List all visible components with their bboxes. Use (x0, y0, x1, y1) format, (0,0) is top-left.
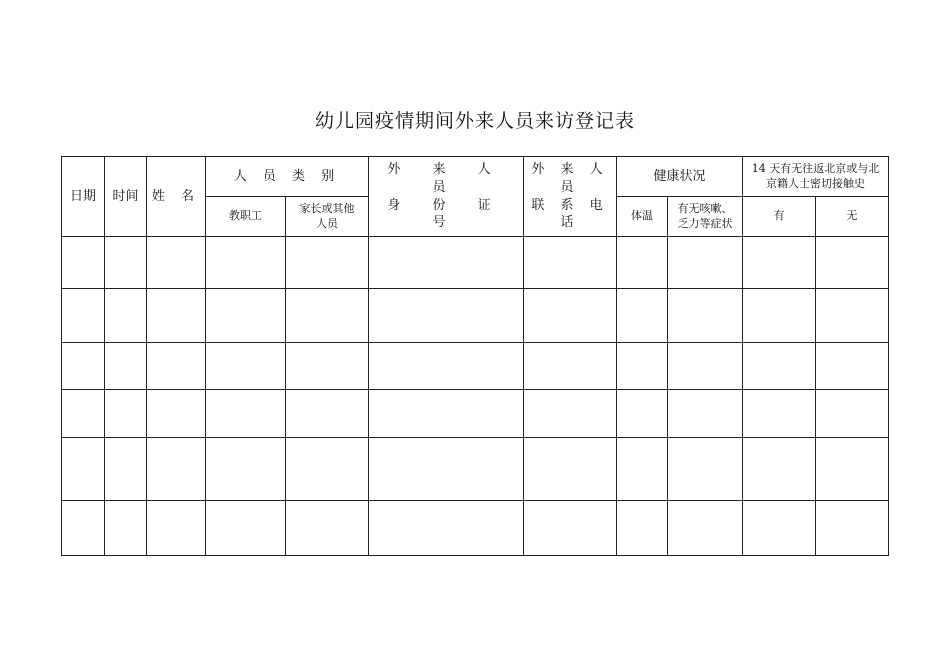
cell-name[interactable] (147, 438, 206, 501)
cell-parent[interactable] (286, 343, 369, 390)
cell-staff[interactable] (206, 343, 286, 390)
cell-parent[interactable] (286, 438, 369, 501)
cell-name[interactable] (147, 289, 206, 343)
table-row (62, 438, 889, 501)
cell-parent[interactable] (286, 237, 369, 289)
cell-date[interactable] (62, 289, 105, 343)
cell-time[interactable] (105, 343, 147, 390)
cell-phone[interactable] (524, 343, 617, 390)
cell-symptoms[interactable] (668, 438, 743, 501)
cell-time[interactable] (105, 438, 147, 501)
cell-phone[interactable] (524, 237, 617, 289)
header-category: 人 员 类 别 (206, 157, 369, 197)
header-contact-line2: 京籍人士密切接触史 (766, 176, 866, 190)
cell-contact-yes[interactable] (743, 289, 816, 343)
cell-symptoms[interactable] (668, 237, 743, 289)
cell-id-number[interactable] (369, 390, 524, 438)
cell-phone[interactable] (524, 438, 617, 501)
cell-contact-yes[interactable] (743, 501, 816, 556)
cell-contact-yes[interactable] (743, 438, 816, 501)
header-yes: 有 (743, 197, 816, 237)
cell-name[interactable] (147, 501, 206, 556)
cell-staff[interactable] (206, 501, 286, 556)
cell-id-number[interactable] (369, 343, 524, 390)
cell-time[interactable] (105, 289, 147, 343)
header-parent-line2: 人员 (316, 216, 338, 230)
cell-parent[interactable] (286, 390, 369, 438)
cell-temperature[interactable] (617, 343, 668, 390)
table-row (62, 289, 889, 343)
cell-time[interactable] (105, 237, 147, 289)
header-staff: 教职工 (206, 197, 286, 237)
header-id-line1: 外 来 人 员 (387, 162, 505, 195)
cell-time[interactable] (105, 390, 147, 438)
header-no: 无 (816, 197, 889, 237)
cell-parent[interactable] (286, 289, 369, 343)
cell-symptoms[interactable] (668, 390, 743, 438)
cell-date[interactable] (62, 237, 105, 289)
cell-symptoms[interactable] (668, 343, 743, 390)
header-symptom-line1: 有无咳嗽、 (677, 201, 733, 215)
cell-temperature[interactable] (617, 438, 668, 501)
cell-name[interactable] (147, 237, 206, 289)
header-phone (524, 157, 617, 237)
cell-temperature[interactable] (617, 501, 668, 556)
header-temperature: 体温 (617, 197, 668, 237)
header-symptoms (668, 197, 743, 237)
cell-staff[interactable] (206, 289, 286, 343)
cell-contact-yes[interactable] (743, 237, 816, 289)
header-phone-line1: 外 来 人 员 (531, 162, 609, 195)
cell-date[interactable] (62, 501, 105, 556)
header-parent-line1: 家长或其他 (299, 201, 355, 215)
cell-time[interactable] (105, 501, 147, 556)
cell-staff[interactable] (206, 390, 286, 438)
cell-date[interactable] (62, 343, 105, 390)
cell-id-number[interactable] (369, 438, 524, 501)
header-time: 时间 (105, 157, 147, 237)
table-row (62, 501, 889, 556)
cell-phone[interactable] (524, 501, 617, 556)
cell-symptoms[interactable] (668, 501, 743, 556)
table-row (62, 390, 889, 438)
cell-id-number[interactable] (369, 501, 524, 556)
cell-contact-no[interactable] (816, 343, 889, 390)
cell-date[interactable] (62, 390, 105, 438)
header-contact-line1: 14 天有无往返北京或与北 (751, 161, 880, 175)
cell-temperature[interactable] (617, 390, 668, 438)
cell-contact-no[interactable] (816, 390, 889, 438)
cell-id-number[interactable] (369, 237, 524, 289)
cell-date[interactable] (62, 438, 105, 501)
table-row (62, 237, 889, 289)
cell-symptoms[interactable] (668, 289, 743, 343)
visitor-register-table (61, 156, 889, 556)
cell-name[interactable] (147, 343, 206, 390)
header-date: 日期 (62, 157, 105, 237)
cell-contact-no[interactable] (816, 237, 889, 289)
cell-contact-no[interactable] (816, 438, 889, 501)
page-title: 幼儿园疫情期间外来人员来访登记表 (314, 110, 635, 132)
header-symptom-line2: 乏力等症状 (677, 216, 733, 230)
header-contact-history (743, 157, 889, 197)
header-id-number (369, 157, 524, 237)
cell-contact-yes[interactable] (743, 343, 816, 390)
cell-phone[interactable] (524, 390, 617, 438)
cell-id-number[interactable] (369, 289, 524, 343)
table-row (62, 343, 889, 390)
header-health: 健康状况 (617, 157, 743, 197)
header-id-line2: 身 份 证 号 (387, 197, 505, 231)
header-name: 姓 名 (147, 157, 206, 237)
cell-staff[interactable] (206, 237, 286, 289)
cell-temperature[interactable] (617, 289, 668, 343)
cell-contact-yes[interactable] (743, 390, 816, 438)
cell-contact-no[interactable] (816, 289, 889, 343)
cell-parent[interactable] (286, 501, 369, 556)
header-phone-line2: 联 系 电 话 (531, 197, 609, 231)
cell-staff[interactable] (206, 438, 286, 501)
header-parent (286, 197, 369, 237)
cell-temperature[interactable] (617, 237, 668, 289)
cell-contact-no[interactable] (816, 501, 889, 556)
cell-name[interactable] (147, 390, 206, 438)
cell-phone[interactable] (524, 289, 617, 343)
